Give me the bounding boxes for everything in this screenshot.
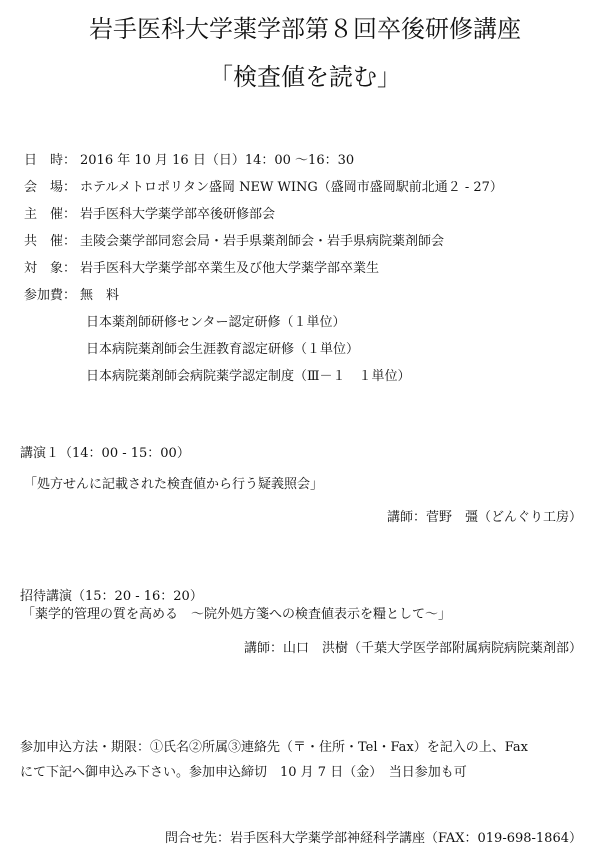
venue-row bbox=[24, 179, 503, 197]
lecture1-title: 「処方せんに記載された検査値から行う疑義照会」 bbox=[24, 477, 324, 492]
host-value: 岩手医科大学薬学部卒後研修部会 bbox=[80, 207, 276, 222]
fee-label: 参加費： bbox=[24, 288, 77, 303]
application-line-1: 参加申込方法・期限：①氏名②所属③連絡先（〒・住所・Tel・Fax）を記入の上、Fax bbox=[20, 740, 528, 755]
target-row bbox=[24, 260, 379, 278]
event-title: 岩手医科大学薬学部第８回卒後研修講座 bbox=[89, 15, 521, 43]
lecture2-title: 「薬学的管理の質を高める 〜院外処方箋への検査値表示を糧として〜」 bbox=[22, 607, 452, 622]
target-value: 岩手医科大学薬学部卒業生及び他大学薬学部卒業生 bbox=[80, 261, 380, 276]
host-row bbox=[24, 206, 275, 224]
fee-row bbox=[24, 287, 119, 305]
credit-item: 日本薬剤師研修センター認定研修（１単位） bbox=[86, 315, 346, 330]
datetime-label: 日 時： bbox=[24, 153, 77, 168]
lecture2-heading: 招待講演（15：20 - 16：20） bbox=[20, 589, 203, 604]
cohost-value: 圭陵会薬学部同窓会局・岩手県薬剤師会・岩手県病院薬剤師会 bbox=[80, 234, 445, 249]
contact-info: 問合せ先：岩手医科大学薬学部神経科学講座（FAX：019-698-1864） bbox=[164, 831, 582, 846]
credit-item: 日本病院薬剤師会病院薬学認定制度（Ⅲ－１ １単位） bbox=[86, 369, 411, 384]
venue-label: 会 場： bbox=[24, 180, 77, 195]
lecture1-heading: 講演１（14：00 - 15：00） bbox=[20, 446, 190, 461]
host-label: 主 催： bbox=[24, 207, 77, 222]
lecture1-speaker: 講師：菅野 彊（どんぐり工房） bbox=[386, 510, 582, 525]
application-line-2: にて下記へ御申込み下さい。参加申込締切 10 月 7 日（金） 当日参加も可 bbox=[20, 765, 467, 780]
credit-item: 日本病院薬剤師会生涯教育認定研修（１単位） bbox=[86, 342, 360, 357]
event-subtitle: 「検査値を読む」 bbox=[209, 63, 401, 91]
datetime-row bbox=[24, 152, 354, 170]
cohost-label: 共 催： bbox=[24, 234, 77, 249]
venue-value: ホテルメトロポリタン盛岡 NEW WING（盛岡市盛岡駅前北通２ - 27） bbox=[80, 180, 503, 195]
fee-value: 無 料 bbox=[80, 288, 120, 303]
cohost-row bbox=[24, 233, 444, 251]
lecture2-speaker: 講師：山口 洪樹（千葉大学医学部附属病院病院薬剤部） bbox=[243, 641, 582, 656]
target-label: 対 象： bbox=[24, 261, 77, 276]
datetime-value: 2016 年 10 月 16 日（日）14：00 〜16：30 bbox=[80, 153, 355, 168]
